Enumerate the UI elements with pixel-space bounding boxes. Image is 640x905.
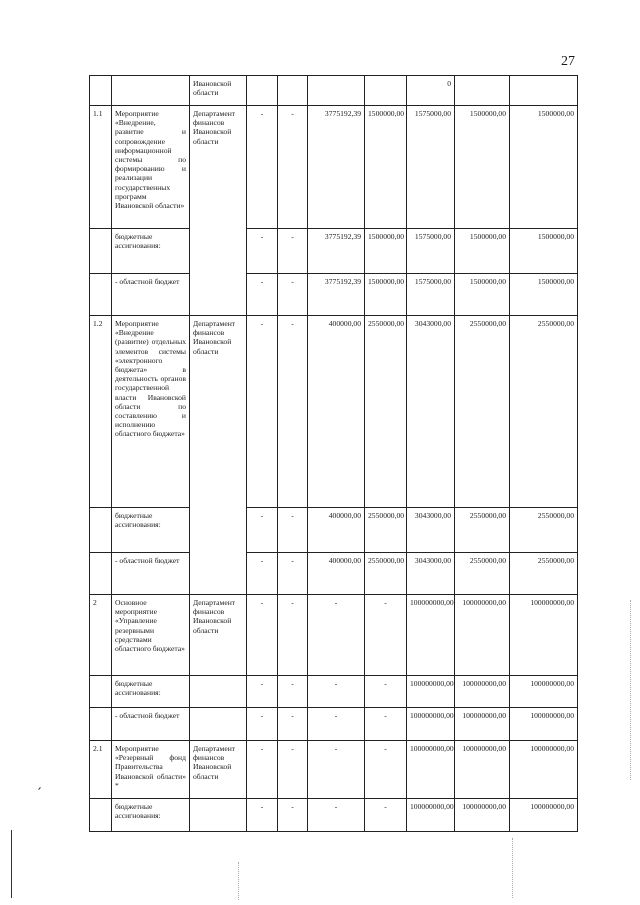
col-4-cell: - bbox=[247, 274, 278, 316]
item-name-cell: - областной бюджет bbox=[112, 274, 190, 316]
item-name-cell: Мероприятие «Резервный фонд Правительства Ивановской области» * bbox=[112, 741, 190, 799]
item-number-cell bbox=[90, 553, 112, 595]
value-2017-cell: 1500000,00 bbox=[455, 274, 510, 316]
value-2015-cell: - bbox=[365, 676, 407, 708]
col-4-cell: - bbox=[247, 676, 278, 708]
item-name-cell: Мероприятие «Внедрение, развитие и сопровождение информационной системы по формированию и реализации государственных программ Ивановской области» bbox=[112, 106, 190, 229]
scan-edge-dots bbox=[630, 600, 631, 780]
value-2018-cell: 100000000,00 bbox=[510, 708, 578, 741]
item-name-cell: бюджетные ассигнования: bbox=[112, 799, 190, 832]
value-2016-cell: 3043000,00 bbox=[407, 553, 455, 595]
col-5-cell: - bbox=[278, 676, 308, 708]
col-5-cell: - bbox=[278, 741, 308, 799]
value-2015-cell: - bbox=[365, 799, 407, 832]
value-2014-cell: - bbox=[308, 741, 365, 799]
value-2015-cell: 1500000,00 bbox=[365, 229, 407, 274]
value-2014-cell: 3775192,39 bbox=[308, 274, 365, 316]
value-2015-cell: - bbox=[365, 741, 407, 799]
item-name-cell: бюджетные ассигнования: bbox=[112, 229, 190, 274]
scan-margin-line bbox=[11, 830, 12, 898]
value-2014-cell: 400000,00 bbox=[308, 316, 365, 508]
value-2018-cell: 1500000,00 bbox=[510, 274, 578, 316]
value-2014-cell: - bbox=[308, 708, 365, 741]
item-number-cell bbox=[90, 708, 112, 741]
value-2016-cell: 3043000,00 bbox=[407, 316, 455, 508]
value-2016-cell: 100000000,00 bbox=[407, 676, 455, 708]
value-2018-cell: 1500000,00 bbox=[510, 229, 578, 274]
col-5-cell: - bbox=[278, 316, 308, 508]
page-number: 27 bbox=[561, 54, 575, 69]
value-2015-cell: 1500000,00 bbox=[365, 106, 407, 229]
value-2015-cell: 2550000,00 bbox=[365, 508, 407, 553]
value-2016-cell: 0 bbox=[407, 76, 455, 106]
executor-cell bbox=[190, 708, 247, 741]
value-2018-cell: 2550000,00 bbox=[510, 508, 578, 553]
table-row bbox=[90, 799, 578, 832]
value-2016-cell: 100000000,00 bbox=[407, 708, 455, 741]
col-5-cell: - bbox=[278, 229, 308, 274]
value-2018-cell: 100000000,00 bbox=[510, 595, 578, 676]
value-2017-cell: 1500000,00 bbox=[455, 106, 510, 229]
value-2018-cell: 100000000,00 bbox=[510, 799, 578, 832]
value-2017-cell: 2550000,00 bbox=[455, 508, 510, 553]
item-number-cell bbox=[90, 274, 112, 316]
value-2016-cell: 100000000,00 bbox=[407, 595, 455, 676]
value-2015-cell: 2550000,00 bbox=[365, 553, 407, 595]
value-2014-cell: - bbox=[308, 799, 365, 832]
item-number-cell bbox=[90, 676, 112, 708]
col-4-cell: - bbox=[247, 741, 278, 799]
item-name-cell: - областной бюджет bbox=[112, 708, 190, 741]
value-2016-cell: 1575000,00 bbox=[407, 274, 455, 316]
value-2014-cell bbox=[308, 76, 365, 106]
value-2017-cell: 100000000,00 bbox=[455, 595, 510, 676]
value-2018-cell bbox=[510, 76, 578, 106]
budget-table bbox=[89, 75, 578, 832]
item-number-cell bbox=[90, 799, 112, 832]
item-name-cell: бюджетные ассигнования: bbox=[112, 508, 190, 553]
scan-mark bbox=[38, 787, 41, 790]
table-row bbox=[90, 708, 578, 741]
col-5-cell: - bbox=[278, 106, 308, 229]
table-row bbox=[90, 106, 578, 229]
value-2016-cell: 100000000,00 bbox=[407, 799, 455, 832]
col-5-cell: - bbox=[278, 708, 308, 741]
table-row bbox=[90, 553, 578, 595]
value-2014-cell: 400000,00 bbox=[308, 553, 365, 595]
scan-dotted-line bbox=[238, 862, 239, 900]
table-row bbox=[90, 595, 578, 676]
col-5-cell: - bbox=[278, 799, 308, 832]
value-2017-cell: 100000000,00 bbox=[455, 708, 510, 741]
value-2017-cell: 1500000,00 bbox=[455, 229, 510, 274]
value-2017-cell: 100000000,00 bbox=[455, 741, 510, 799]
value-2015-cell bbox=[365, 76, 407, 106]
item-name-cell: Мероприятие «Внедрение (развитие) отдельных элементов системы «электронного бюджета» в деятельность органов государственной власти Ивановской области по составлению и исполнению областного бюджета» bbox=[112, 316, 190, 508]
table-row bbox=[90, 229, 578, 274]
col-5-cell bbox=[278, 76, 308, 106]
col-4-cell: - bbox=[247, 316, 278, 508]
value-2017-cell: 100000000,00 bbox=[455, 799, 510, 832]
executor-cell: Ивановской области bbox=[190, 76, 247, 106]
item-number-cell: 1.1 bbox=[90, 106, 112, 229]
table-row bbox=[90, 741, 578, 799]
col-4-cell: - bbox=[247, 229, 278, 274]
item-name-cell: Основное мероприятие «Управление резервными средствами областного бюджета» bbox=[112, 595, 190, 676]
executor-cell: Департамент финансов Ивановской области bbox=[190, 106, 247, 316]
value-2014-cell: - bbox=[308, 595, 365, 676]
value-2016-cell: 100000000,00 bbox=[407, 741, 455, 799]
value-2015-cell: 1500000,00 bbox=[365, 274, 407, 316]
col-4-cell: - bbox=[247, 799, 278, 832]
col-4-cell: - bbox=[247, 106, 278, 229]
executor-cell: Департамент финансов Ивановской области bbox=[190, 741, 247, 799]
value-2014-cell: 3775192,39 bbox=[308, 106, 365, 229]
item-number-cell: 2 bbox=[90, 595, 112, 676]
col-5-cell: - bbox=[278, 508, 308, 553]
value-2015-cell: - bbox=[365, 595, 407, 676]
item-name-cell bbox=[112, 76, 190, 106]
item-number-cell bbox=[90, 76, 112, 106]
item-number-cell: 2.1 bbox=[90, 741, 112, 799]
item-name-cell: бюджетные ассигнования: bbox=[112, 676, 190, 708]
value-2017-cell: 2550000,00 bbox=[455, 553, 510, 595]
value-2018-cell: 100000000,00 bbox=[510, 676, 578, 708]
item-number-cell bbox=[90, 508, 112, 553]
value-2014-cell: 400000,00 bbox=[308, 508, 365, 553]
value-2016-cell: 1575000,00 bbox=[407, 229, 455, 274]
value-2015-cell: 2550000,00 bbox=[365, 316, 407, 508]
value-2018-cell: 1500000,00 bbox=[510, 106, 578, 229]
col-5-cell: - bbox=[278, 595, 308, 676]
item-name-cell: - областной бюджет bbox=[112, 553, 190, 595]
value-2015-cell: - bbox=[365, 708, 407, 741]
value-2017-cell: 100000000,00 bbox=[455, 676, 510, 708]
value-2016-cell: 3043000,00 bbox=[407, 508, 455, 553]
table-row bbox=[90, 676, 578, 708]
table-row bbox=[90, 274, 578, 316]
value-2018-cell: 100000000,00 bbox=[510, 741, 578, 799]
col-5-cell: - bbox=[278, 553, 308, 595]
col-4-cell: - bbox=[247, 595, 278, 676]
item-number-cell: 1.2 bbox=[90, 316, 112, 508]
table-row bbox=[90, 316, 578, 508]
col-4-cell: - bbox=[247, 553, 278, 595]
value-2017-cell: 2550000,00 bbox=[455, 316, 510, 508]
executor-cell bbox=[190, 799, 247, 832]
col-4-cell bbox=[247, 76, 278, 106]
executor-cell: Департамент финансов Ивановской области bbox=[190, 316, 247, 595]
col-4-cell: - bbox=[247, 708, 278, 741]
value-2014-cell: - bbox=[308, 676, 365, 708]
item-number-cell bbox=[90, 229, 112, 274]
executor-cell bbox=[190, 676, 247, 708]
value-2018-cell: 2550000,00 bbox=[510, 316, 578, 508]
executor-cell: Департамент финансов Ивановской области bbox=[190, 595, 247, 676]
value-2014-cell: 3775192,39 bbox=[308, 229, 365, 274]
col-5-cell: - bbox=[278, 274, 308, 316]
scan-dotted-line bbox=[512, 838, 513, 898]
table-row bbox=[90, 76, 578, 106]
col-4-cell: - bbox=[247, 508, 278, 553]
value-2017-cell bbox=[455, 76, 510, 106]
value-2018-cell: 2550000,00 bbox=[510, 553, 578, 595]
value-2016-cell: 1575000,00 bbox=[407, 106, 455, 229]
table-row bbox=[90, 508, 578, 553]
